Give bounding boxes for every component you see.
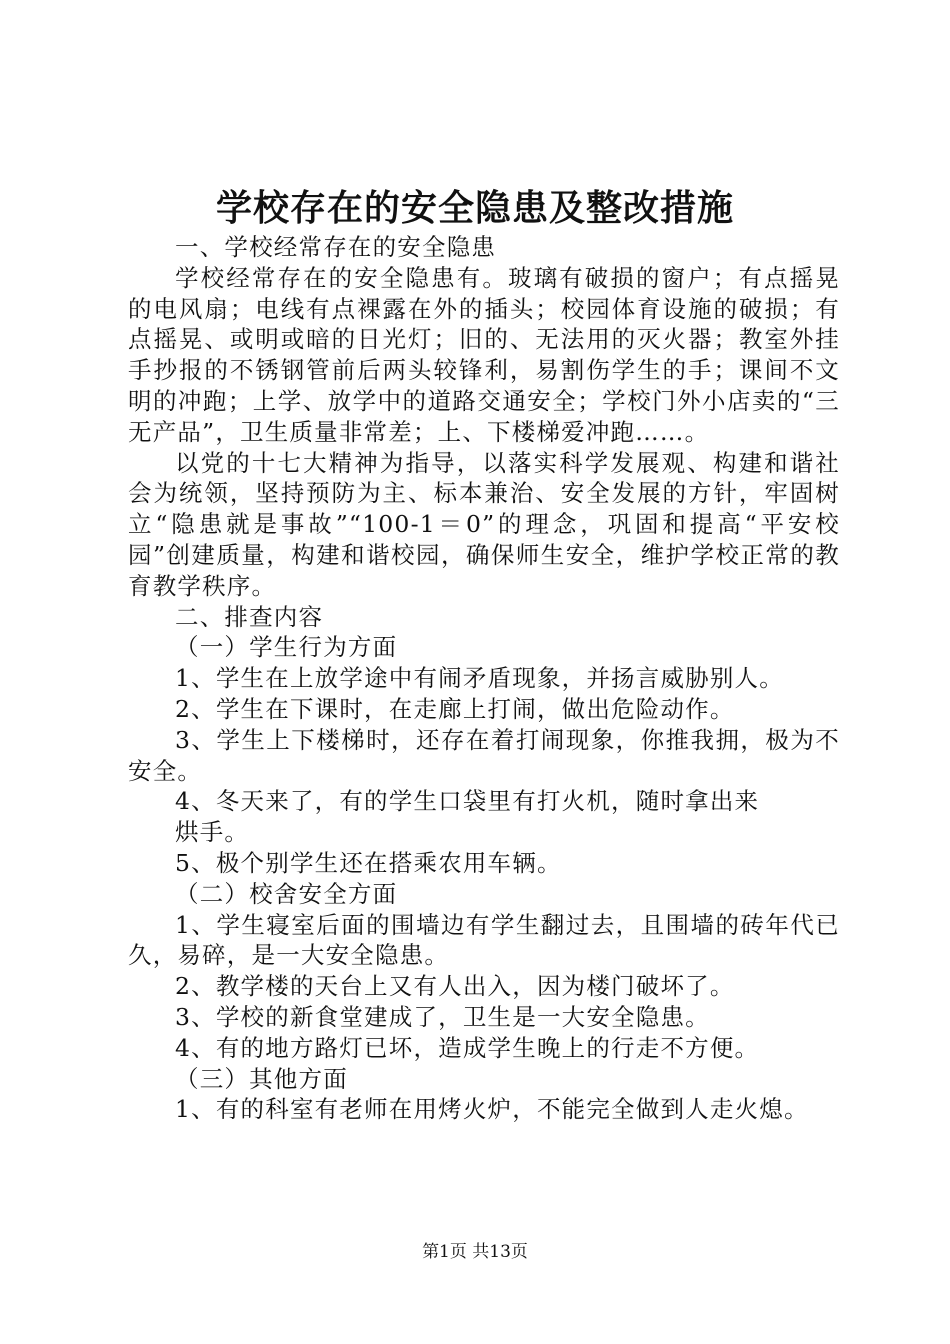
list-item: 3、学生上下楼梯时，还存在着打闹现象，你推我拥，极为不安全。 <box>128 725 840 785</box>
subsection-heading: （二）校舍安全方面 <box>175 879 398 908</box>
list-item-continuation: 烘手。 <box>175 818 250 847</box>
page-footer: 第1页 共13页 <box>422 1242 528 1262</box>
subsection-heading: （三）其他方面 <box>175 1064 348 1093</box>
body-paragraph: 以党的十七大精神为指导，以落实科学发展观、构建和谐社会为统领，坚持预防为主、标本兼治、安全发展的方针，牢固树立“隐患就是事故”“100-1＝0”的理念，巩固和提高“平安校园”创建质量，构建和谐校园，确保师生安全，维护学校正常的教育教学秩序。 <box>128 448 840 600</box>
list-item: 1、学生寝室后面的围墙边有学生翻过去，且围墙的砖年代已久，易碎，是一大安全隐患。 <box>128 910 840 970</box>
list-item: 1、有的科室有老师在用烤火炉，不能完全做到人走火熄。 <box>175 1095 809 1124</box>
list-item: 2、学生在下课时，在走廊上打闹，做出危险动作。 <box>175 694 735 723</box>
subsection-heading: （一）学生行为方面 <box>175 633 398 662</box>
list-item: 4、冬天来了，有的学生口袋里有打火机，随时拿出来 <box>175 787 760 816</box>
list-item: 4、有的地方路灯已坏，造成学生晚上的行走不方便。 <box>175 1033 760 1062</box>
section-heading: 二、排查内容 <box>175 602 324 631</box>
list-item: 5、极个别学生还在搭乘农用车辆。 <box>175 848 562 877</box>
document-body <box>128 232 840 1125</box>
body-paragraph: 学校经常存在的安全隐患有。玻璃有破损的窗户；有点摇晃的电风扇；电线有点裸露在外的插头；校园体育设施的破损；有点摇晃、或明或暗的日光灯；旧的、无法用的灭火器；教室外挂手抄报的不锈钢管前后两头较锋利，易割伤学生的手；课间不文明的冲跑；上学、放学中的道路交通安全；学校门外小店卖的“三无产品”，卫生质量非常差；上、下楼梯爱冲跑……。 <box>128 263 840 446</box>
list-item: 2、教学楼的天台上又有人出入，因为楼门破坏了。 <box>175 972 735 1001</box>
list-item: 1、学生在上放学途中有闹矛盾现象，并扬言威胁别人。 <box>175 664 784 693</box>
section-heading: 一、学校经常存在的安全隐患 <box>175 233 497 261</box>
document-title: 学校存在的安全隐患及整改措施 <box>215 187 734 229</box>
list-item: 3、学校的新食堂建成了，卫生是一大安全隐患。 <box>175 1002 710 1031</box>
